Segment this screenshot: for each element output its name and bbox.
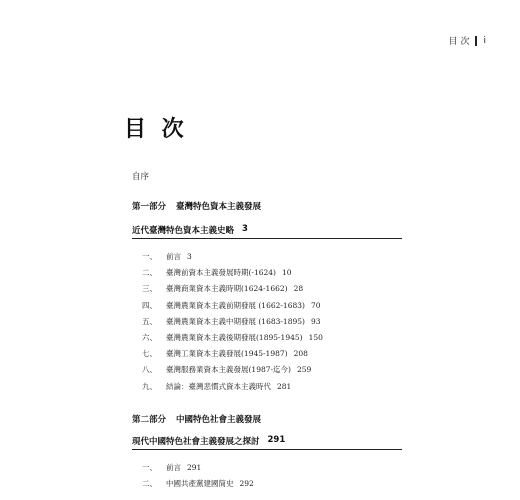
part2-section <box>132 413 402 492</box>
running-header-page-number: i <box>483 35 486 46</box>
toc-item <box>142 281 402 297</box>
toc-item <box>142 298 402 314</box>
toc-item-number: 五、 <box>142 316 157 326</box>
toc-item-text: 結論：臺灣悲慣式資本主義時代 <box>166 381 271 391</box>
toc-item <box>142 314 402 330</box>
toc-item-page: 259 <box>296 365 312 375</box>
part1-item-list <box>142 249 402 395</box>
toc-item <box>142 362 402 378</box>
part2-name: 中國特色社會主義發展 <box>176 414 262 425</box>
part2-heading <box>132 413 402 425</box>
part2-chapter-page: 291 <box>267 434 286 445</box>
toc-item-page: 93 <box>310 316 321 326</box>
part1-heading <box>132 200 402 212</box>
toc-item <box>142 379 402 395</box>
toc-item-number: 六、 <box>142 333 157 343</box>
toc-item-text: 臺灣農業資本主義後期發展(1895-1945) <box>166 333 303 343</box>
toc-item-number: 一、 <box>142 462 157 472</box>
toc-item-text: 臺灣工業資本主義發展(1945-1987) <box>166 349 288 359</box>
running-header <box>449 34 486 47</box>
toc-item-text: 前言 <box>166 462 181 472</box>
toc-item-text: 臺灣前資本主義發展時期(-1624) <box>166 268 276 278</box>
toc-item-page: 3 <box>187 252 192 261</box>
toc-item-text: 臺灣服務業資本主義發展(1987-迄今) <box>166 365 291 375</box>
toc-item-text: 臺灣農業資本主義前期發展 (1662-1683) <box>166 300 305 310</box>
part2-label: 第二部分 <box>132 414 167 425</box>
part1-chapter-page: 3 <box>242 224 248 234</box>
part1-chapter-heading <box>132 224 402 239</box>
toc-item-page: 10 <box>281 268 292 278</box>
part2-item-list <box>142 460 402 492</box>
toc-item-page: 150 <box>308 333 323 343</box>
toc-item-number: 二、 <box>142 479 157 489</box>
part1-name: 臺灣特色資本主義發展 <box>176 202 262 212</box>
toc-item-page: 281 <box>277 381 292 391</box>
toc-item <box>142 476 402 492</box>
toc-item <box>142 330 402 346</box>
toc-item-page: 292 <box>239 479 254 489</box>
toc-item-page: 291 <box>187 462 202 472</box>
toc-item-number: 一、 <box>142 252 157 261</box>
running-header-section: 目 次 <box>448 37 470 47</box>
toc-item <box>142 249 402 265</box>
toc-item-number: 四、 <box>142 300 157 310</box>
toc-item <box>142 346 402 362</box>
toc-item <box>142 265 402 281</box>
header-divider <box>475 36 477 46</box>
part2-chapter-heading <box>132 435 402 450</box>
toc-item-text: 臺灣農業資本主義中期發展 (1683-1895) <box>166 316 305 326</box>
toc-item-page: 28 <box>293 284 304 294</box>
toc-item-page: 70 <box>310 300 321 310</box>
toc-item-page: 208 <box>293 349 308 359</box>
toc-item-number: 二、 <box>142 268 157 278</box>
table-of-contents <box>132 170 402 492</box>
toc-item-text: 前言 <box>166 252 181 261</box>
toc-item-text: 中國共產黨建國简史 <box>166 479 234 489</box>
part2-chapter-title: 現代中國特色社會主義發展之探討 <box>132 436 260 447</box>
part1-label: 第一部分 <box>132 202 167 212</box>
toc-item <box>142 460 402 476</box>
page-title: 目 次 <box>124 117 188 142</box>
toc-item-number: 九、 <box>142 381 157 391</box>
toc-item-number: 七、 <box>142 349 157 359</box>
toc-item-number: 三、 <box>142 284 157 294</box>
toc-item-number: 八、 <box>142 365 157 375</box>
toc-preface: 自序 <box>132 172 150 182</box>
part1-chapter-title: 近代臺灣特色資本主義史略 <box>132 226 235 236</box>
toc-item-text: 臺灣商業資本主義時期(1624-1662) <box>166 284 288 294</box>
